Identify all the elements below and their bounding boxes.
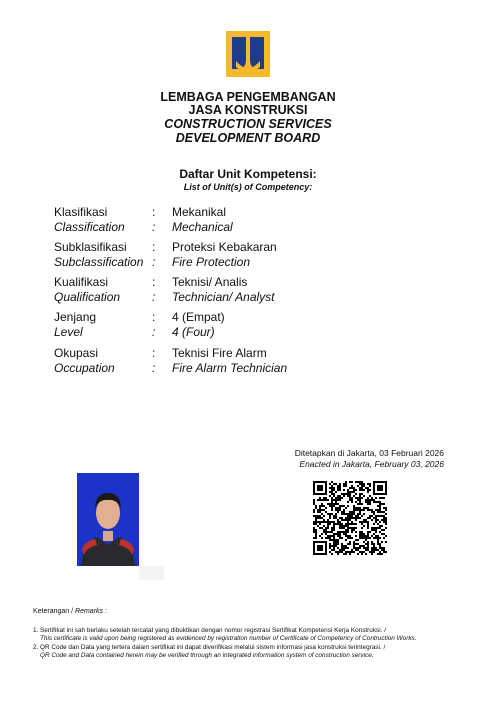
- qr-code-icon: [307, 475, 393, 586]
- field-subclassification: [54, 240, 474, 270]
- person-silhouette-icon: [77, 473, 139, 566]
- remarks-item: [33, 644, 463, 661]
- remarks-list: [33, 627, 463, 661]
- field-value: Teknisi/ Analis: [172, 275, 248, 289]
- org-name-id-line-2: JASA KONSTRUKSI: [188, 103, 308, 117]
- field-value-en: Fire Protection: [172, 255, 251, 269]
- field-label-en: Subclassification: [54, 255, 144, 269]
- photo-shadow: [139, 566, 164, 580]
- field-separator: :: [152, 361, 156, 375]
- field-level: [54, 310, 474, 340]
- field-separator: :: [152, 220, 156, 234]
- field-separator: :: [152, 325, 156, 339]
- remarks-item: [33, 627, 463, 644]
- remarks-item-text: QR Code dan Data yang tertera dalam sertifikat ini dapat diverifikasi melalui sistem informasi jasa konstruksi terintegrasi. /: [40, 643, 386, 651]
- remarks-item-text: Sertifikat ini sah berlaku setelah tercatat yang dibuktikan dengan nomor registrasi Sertifikat Kompetensi Kerja Konstruksi. /: [40, 627, 386, 634]
- enacted-date-en: Enacted in Jakarta, February 03, 2026: [299, 459, 444, 469]
- field-label-en: Occupation: [54, 361, 115, 375]
- field-label: Klasifikasi: [54, 205, 108, 219]
- field-label: Subklasifikasi: [54, 240, 127, 254]
- remarks-heading-id: Keterangan /: [33, 608, 76, 615]
- field-value: Teknisi Fire Alarm: [172, 346, 267, 360]
- field-value-en: Technician/ Analyst: [172, 290, 275, 304]
- competency-list-title: Daftar Unit Kompetensi:: [179, 167, 317, 181]
- field-separator: :: [152, 275, 156, 289]
- field-separator: :: [152, 205, 156, 219]
- field-separator: :: [152, 290, 156, 304]
- holder-photo: [77, 473, 139, 566]
- pu-logo-icon: [226, 31, 270, 77]
- field-separator: :: [152, 240, 156, 254]
- field-label: Jenjang: [54, 310, 97, 324]
- field-label-en: Qualification: [54, 290, 121, 304]
- remarks-heading: [33, 608, 107, 615]
- field-value-en: Mechanical: [172, 220, 233, 234]
- field-value: 4 (Empat): [172, 310, 225, 324]
- field-value-en: 4 (Four): [172, 325, 215, 339]
- field-qualification: [54, 275, 474, 305]
- field-classification: [54, 205, 474, 235]
- field-label-en: Level: [54, 325, 83, 339]
- remarks-item-text-en: This certificate is valid upon being registered as evidenced by registration number of Certificate of Competency of Contruction Works.: [40, 635, 417, 643]
- org-name-id-line-1: LEMBAGA PENGEMBANGAN: [160, 90, 336, 104]
- field-label: Kualifikasi: [54, 275, 109, 289]
- org-name-en-line-1: CONSTRUCTION SERVICES: [164, 117, 332, 131]
- field-value: Mekanikal: [172, 205, 227, 219]
- remarks-item-number: 1.: [33, 627, 39, 634]
- remarks-item-number: 2.: [33, 643, 39, 651]
- field-separator: :: [152, 346, 156, 360]
- field-separator: :: [152, 255, 156, 269]
- field-separator: :: [152, 310, 156, 324]
- field-value: Proteksi Kebakaran: [172, 240, 277, 254]
- field-occupation: [54, 346, 474, 376]
- remarks-heading-en: Remarks: [75, 608, 104, 615]
- remarks-heading-colon: :: [103, 608, 107, 615]
- remarks-item-text-en: QR Code and Data contained herein may be verified through an integrated information system of construction service.: [40, 652, 374, 660]
- enacted-date: Ditetapkan di Jakarta, 03 Februari 2026: [294, 448, 444, 458]
- field-label-en: Classification: [54, 220, 125, 234]
- field-label: Okupasi: [54, 346, 99, 360]
- competency-list-title-en: List of Unit(s) of Competency:: [183, 182, 313, 192]
- field-value-en: Fire Alarm Technician: [172, 361, 288, 375]
- org-name-en-line-2: DEVELOPMENT BOARD: [175, 131, 321, 145]
